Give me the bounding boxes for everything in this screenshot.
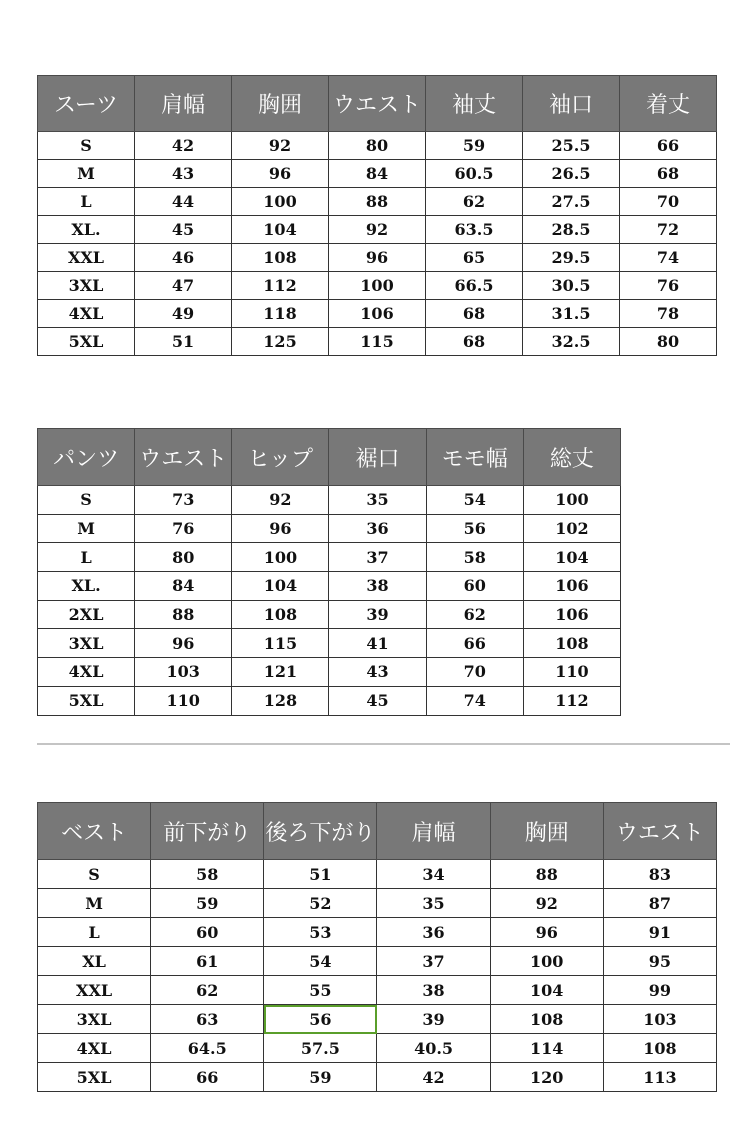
section-divider: [37, 743, 730, 745]
pants-header-cell: モモ幅: [426, 429, 523, 486]
vest-table-row: [38, 1063, 717, 1092]
suit-value-cell: 27.5: [523, 188, 620, 216]
vest-value-cell: 88: [490, 860, 603, 889]
pants-header-cell: パンツ: [38, 429, 135, 486]
vest-size-label: S: [38, 860, 151, 889]
vest-value-cell: 92: [490, 889, 603, 918]
vest-value-cell: 66: [151, 1063, 264, 1092]
suit-value-cell: 104: [232, 216, 329, 244]
pants-header-cell: 裾口: [329, 429, 426, 486]
vest-table-row: [38, 947, 717, 976]
suit-size-label: 5XL: [38, 328, 135, 356]
suit-value-cell: 43: [135, 160, 232, 188]
pants-value-cell: 43: [329, 658, 426, 687]
vest-value-cell: 120: [490, 1063, 603, 1092]
pants-size-table: [37, 428, 621, 716]
suit-size-label: XL.: [38, 216, 135, 244]
vest-value-cell: 60: [151, 918, 264, 947]
vest-value-cell: 59: [151, 889, 264, 918]
pants-value-cell: 62: [426, 600, 523, 629]
vest-value-cell: 39: [377, 1005, 490, 1034]
pants-value-cell: 41: [329, 629, 426, 658]
pants-table-row: [38, 543, 621, 572]
pants-value-cell: 104: [232, 572, 329, 601]
pants-size-label: L: [38, 543, 135, 572]
suit-value-cell: 74: [620, 244, 717, 272]
pants-value-cell: 108: [523, 629, 620, 658]
pants-size-label: 5XL: [38, 686, 135, 715]
suit-value-cell: 25.5: [523, 132, 620, 160]
pants-value-cell: 73: [135, 486, 232, 515]
vest-value-cell: 53: [264, 918, 377, 947]
vest-value-cell: 100: [490, 947, 603, 976]
pants-value-cell: 104: [523, 543, 620, 572]
suit-value-cell: 92: [329, 216, 426, 244]
vest-body: [38, 860, 717, 1092]
suit-value-cell: 44: [135, 188, 232, 216]
suit-value-cell: 49: [135, 300, 232, 328]
pants-value-cell: 110: [135, 686, 232, 715]
suit-value-cell: 108: [232, 244, 329, 272]
vest-value-cell: 42: [377, 1063, 490, 1092]
vest-value-cell: 62: [151, 976, 264, 1005]
vest-value-cell-selected: 56: [264, 1005, 377, 1034]
suit-value-cell: 51: [135, 328, 232, 356]
suit-size-label: L: [38, 188, 135, 216]
vest-value-cell: 99: [603, 976, 716, 1005]
vest-value-cell: 113: [603, 1063, 716, 1092]
pants-table-row: [38, 600, 621, 629]
pants-value-cell: 128: [232, 686, 329, 715]
suit-table-row: [38, 132, 717, 160]
suit-value-cell: 100: [232, 188, 329, 216]
vest-size-label: 3XL: [38, 1005, 151, 1034]
suit-value-cell: 80: [329, 132, 426, 160]
vest-header-row: [38, 803, 717, 860]
pants-value-cell: 58: [426, 543, 523, 572]
suit-value-cell: 66: [620, 132, 717, 160]
vest-header-cell: 肩幅: [377, 803, 490, 860]
suit-value-cell: 62: [426, 188, 523, 216]
vest-value-cell: 95: [603, 947, 716, 976]
vest-header-cell: ベスト: [38, 803, 151, 860]
vest-value-cell: 51: [264, 860, 377, 889]
vest-value-cell: 104: [490, 976, 603, 1005]
suit-value-cell: 30.5: [523, 272, 620, 300]
vest-table-row: [38, 889, 717, 918]
pants-table-row: [38, 686, 621, 715]
suit-value-cell: 42: [135, 132, 232, 160]
pants-value-cell: 54: [426, 486, 523, 515]
vest-value-cell: 57.5: [264, 1034, 377, 1063]
pants-body: [38, 486, 621, 716]
suit-value-cell: 92: [232, 132, 329, 160]
suit-value-cell: 76: [620, 272, 717, 300]
suit-body: [38, 132, 717, 356]
pants-value-cell: 106: [523, 600, 620, 629]
vest-size-label: L: [38, 918, 151, 947]
suit-value-cell: 70: [620, 188, 717, 216]
suit-table-row: [38, 328, 717, 356]
pants-value-cell: 39: [329, 600, 426, 629]
vest-value-cell: 114: [490, 1034, 603, 1063]
suit-table-row: [38, 160, 717, 188]
pants-size-label: 4XL: [38, 658, 135, 687]
vest-table-row: [38, 1034, 717, 1063]
vest-size-table: [37, 802, 717, 1092]
pants-size-label: XL.: [38, 572, 135, 601]
pants-value-cell: 110: [523, 658, 620, 687]
suit-header-row: [38, 76, 717, 132]
suit-value-cell: 66.5: [426, 272, 523, 300]
pants-value-cell: 88: [135, 600, 232, 629]
pants-value-cell: 121: [232, 658, 329, 687]
vest-value-cell: 37: [377, 947, 490, 976]
vest-header-cell: ウエスト: [603, 803, 716, 860]
suit-size-label: M: [38, 160, 135, 188]
suit-table-row: [38, 300, 717, 328]
vest-value-cell: 83: [603, 860, 716, 889]
pants-value-cell: 80: [135, 543, 232, 572]
suit-size-label: 4XL: [38, 300, 135, 328]
pants-header-cell: ヒップ: [232, 429, 329, 486]
pants-value-cell: 35: [329, 486, 426, 515]
suit-value-cell: 72: [620, 216, 717, 244]
pants-value-cell: 60: [426, 572, 523, 601]
suit-table-row: [38, 244, 717, 272]
pants-value-cell: 76: [135, 514, 232, 543]
pants-value-cell: 108: [232, 600, 329, 629]
suit-value-cell: 29.5: [523, 244, 620, 272]
suit-value-cell: 32.5: [523, 328, 620, 356]
pants-size-label: S: [38, 486, 135, 515]
suit-table-row: [38, 216, 717, 244]
vest-value-cell: 52: [264, 889, 377, 918]
suit-size-label: S: [38, 132, 135, 160]
vest-size-label: 5XL: [38, 1063, 151, 1092]
suit-value-cell: 84: [329, 160, 426, 188]
suit-value-cell: 68: [620, 160, 717, 188]
suit-value-cell: 47: [135, 272, 232, 300]
vest-value-cell: 63: [151, 1005, 264, 1034]
suit-header-cell: 肩幅: [135, 76, 232, 132]
pants-header-cell: ウエスト: [135, 429, 232, 486]
suit-value-cell: 88: [329, 188, 426, 216]
suit-value-cell: 115: [329, 328, 426, 356]
suit-value-cell: 59: [426, 132, 523, 160]
suit-value-cell: 96: [232, 160, 329, 188]
pants-table-row: [38, 514, 621, 543]
suit-size-table: [37, 75, 717, 356]
vest-value-cell: 54: [264, 947, 377, 976]
suit-table-row: [38, 188, 717, 216]
vest-value-cell: 36: [377, 918, 490, 947]
pants-size-label: 3XL: [38, 629, 135, 658]
vest-value-cell: 38: [377, 976, 490, 1005]
pants-table-row: [38, 629, 621, 658]
suit-value-cell: 106: [329, 300, 426, 328]
suit-value-cell: 68: [426, 328, 523, 356]
suit-value-cell: 100: [329, 272, 426, 300]
suit-value-cell: 112: [232, 272, 329, 300]
suit-value-cell: 78: [620, 300, 717, 328]
vest-table-row: [38, 860, 717, 889]
pants-value-cell: 36: [329, 514, 426, 543]
pants-value-cell: 45: [329, 686, 426, 715]
suit-table-row: [38, 272, 717, 300]
suit-value-cell: 63.5: [426, 216, 523, 244]
suit-value-cell: 65: [426, 244, 523, 272]
suit-value-cell: 80: [620, 328, 717, 356]
pants-value-cell: 103: [135, 658, 232, 687]
vest-value-cell: 96: [490, 918, 603, 947]
suit-value-cell: 60.5: [426, 160, 523, 188]
suit-size-label: XXL: [38, 244, 135, 272]
vest-table-row: [38, 976, 717, 1005]
pants-value-cell: 66: [426, 629, 523, 658]
vest-table-row: [38, 1005, 717, 1034]
suit-value-cell: 45: [135, 216, 232, 244]
vest-header-cell: 後ろ下がり: [264, 803, 377, 860]
suit-value-cell: 96: [329, 244, 426, 272]
suit-header-cell: ウエスト: [329, 76, 426, 132]
suit-value-cell: 118: [232, 300, 329, 328]
suit-header-cell: 袖丈: [426, 76, 523, 132]
vest-value-cell: 61: [151, 947, 264, 976]
vest-value-cell: 59: [264, 1063, 377, 1092]
vest-value-cell: 87: [603, 889, 716, 918]
vest-value-cell: 64.5: [151, 1034, 264, 1063]
pants-value-cell: 92: [232, 486, 329, 515]
suit-value-cell: 26.5: [523, 160, 620, 188]
suit-value-cell: 28.5: [523, 216, 620, 244]
pants-table-row: [38, 572, 621, 601]
pants-value-cell: 115: [232, 629, 329, 658]
vest-size-label: XL: [38, 947, 151, 976]
pants-value-cell: 70: [426, 658, 523, 687]
pants-value-cell: 96: [135, 629, 232, 658]
pants-value-cell: 74: [426, 686, 523, 715]
vest-table-row: [38, 918, 717, 947]
vest-value-cell: 35: [377, 889, 490, 918]
suit-header-cell: 袖口: [523, 76, 620, 132]
pants-size-label: M: [38, 514, 135, 543]
suit-value-cell: 68: [426, 300, 523, 328]
suit-header-cell: スーツ: [38, 76, 135, 132]
vest-value-cell: 103: [603, 1005, 716, 1034]
vest-value-cell: 108: [603, 1034, 716, 1063]
pants-table-row: [38, 486, 621, 515]
suit-value-cell: 31.5: [523, 300, 620, 328]
vest-value-cell: 108: [490, 1005, 603, 1034]
pants-value-cell: 38: [329, 572, 426, 601]
pants-table-row: [38, 658, 621, 687]
vest-size-label: XXL: [38, 976, 151, 1005]
pants-value-cell: 100: [523, 486, 620, 515]
pants-size-label: 2XL: [38, 600, 135, 629]
vest-value-cell: 58: [151, 860, 264, 889]
pants-value-cell: 102: [523, 514, 620, 543]
vest-value-cell: 91: [603, 918, 716, 947]
vest-value-cell: 55: [264, 976, 377, 1005]
suit-value-cell: 46: [135, 244, 232, 272]
pants-header-cell: 総丈: [523, 429, 620, 486]
pants-header-row: [38, 429, 621, 486]
pants-value-cell: 56: [426, 514, 523, 543]
suit-value-cell: 125: [232, 328, 329, 356]
vest-value-cell: 40.5: [377, 1034, 490, 1063]
vest-value-cell: 34: [377, 860, 490, 889]
pants-value-cell: 112: [523, 686, 620, 715]
suit-header-cell: 着丈: [620, 76, 717, 132]
pants-value-cell: 96: [232, 514, 329, 543]
pants-value-cell: 37: [329, 543, 426, 572]
vest-size-label: M: [38, 889, 151, 918]
vest-header-cell: 前下がり: [151, 803, 264, 860]
vest-header-cell: 胸囲: [490, 803, 603, 860]
suit-size-label: 3XL: [38, 272, 135, 300]
suit-header-cell: 胸囲: [232, 76, 329, 132]
pants-value-cell: 100: [232, 543, 329, 572]
pants-value-cell: 106: [523, 572, 620, 601]
pants-value-cell: 84: [135, 572, 232, 601]
vest-size-label: 4XL: [38, 1034, 151, 1063]
